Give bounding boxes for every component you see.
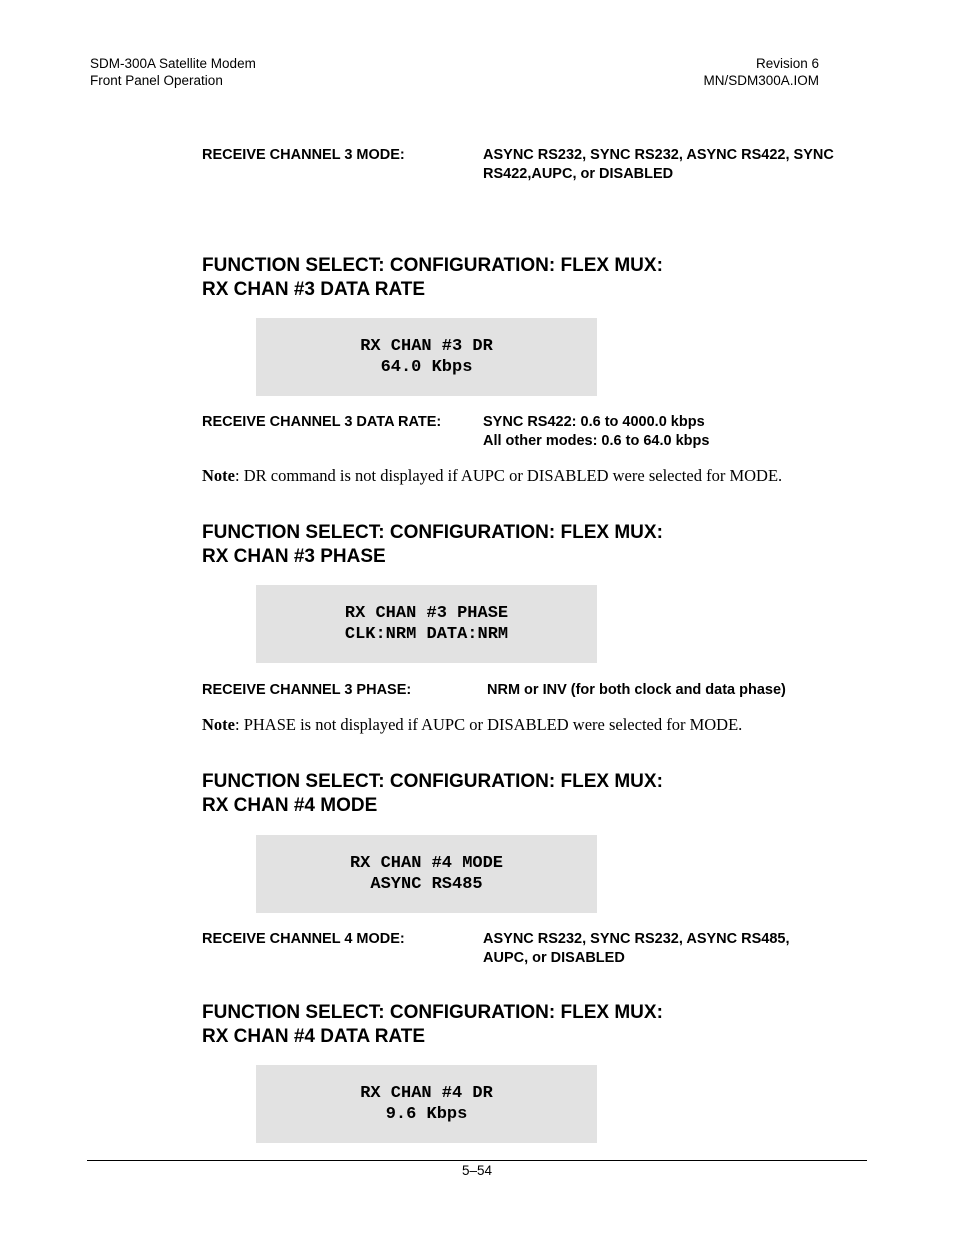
lcd-line2: 64.0 Kbps (380, 358, 473, 377)
lcd-display-rx4-dr (256, 1065, 597, 1143)
doc-title: SDM-300A Satellite Modem (90, 56, 256, 71)
section-heading-rx3-phase (202, 521, 663, 569)
heading-line2: RX CHAN #4 MODE (202, 795, 378, 816)
revision: Revision 6 (755, 56, 819, 71)
lcd-display-rx3-dr (256, 318, 597, 396)
rx4-mode-label: RECEIVE CHANNEL 4 MODE: (202, 931, 405, 947)
footer-rule (87, 1160, 867, 1161)
heading-line1: FUNCTION SELECT: CONFIGURATION: FLEX MUX: (202, 255, 663, 276)
rx3-mode-label: RECEIVE CHANNEL 3 MODE: (202, 147, 405, 163)
lcd-line1: RX CHAN #4 MODE (349, 853, 504, 873)
lcd-display-rx3-phase (256, 585, 597, 663)
section-heading-rx4-mode (202, 770, 663, 818)
lcd-line1: RX CHAN #4 DR (360, 1083, 493, 1103)
rx4-mode-value-line2: AUPC, or DISABLED (483, 950, 625, 966)
lcd-line2: 9.6 Kbps (385, 1105, 468, 1124)
rx3-dr-label: RECEIVE CHANNEL 3 DATA RATE: (202, 414, 442, 430)
lcd-line2: CLK:NRM DATA:NRM (344, 625, 509, 644)
heading-line2: RX CHAN #4 DATA RATE (202, 1026, 426, 1047)
note-label: Note (202, 466, 235, 485)
rx3-mode-value (483, 146, 834, 184)
rx3-phase-label: RECEIVE CHANNEL 3 PHASE: (202, 682, 412, 698)
rx3-phase-value: NRM or INV (for both clock and data phase) (487, 682, 786, 698)
page-number: 5–54 (461, 1163, 493, 1178)
note-text: : PHASE is not displayed if AUPC or DISABLED were selected for MODE. (234, 715, 743, 734)
heading-line1: FUNCTION SELECT: CONFIGURATION: FLEX MUX: (202, 771, 663, 792)
running-header-left (90, 56, 256, 89)
doc-number: MN/SDM300A.IOM (703, 72, 819, 88)
lcd-line2: ASYNC RS485 (370, 875, 483, 894)
section-heading-rx3-dr (202, 254, 663, 302)
heading-line1: FUNCTION SELECT: CONFIGURATION: FLEX MUX: (202, 1002, 663, 1023)
heading-line2: RX CHAN #3 DATA RATE (202, 279, 426, 300)
note-rx3-dr (202, 466, 782, 486)
rx3-mode-value-line1: ASYNC RS232, SYNC RS232, ASYNC RS422, SYNC (483, 147, 834, 163)
rx3-mode-value-line2: RS422,AUPC, or DISABLED (483, 166, 674, 182)
chapter-title: Front Panel Operation (90, 72, 223, 88)
lcd-line1: RX CHAN #3 DR (360, 336, 493, 356)
rx3-dr-value (483, 413, 709, 451)
heading-line1: FUNCTION SELECT: CONFIGURATION: FLEX MUX: (202, 522, 663, 543)
running-header-right (703, 56, 819, 89)
rx4-mode-value (483, 930, 790, 968)
section-heading-rx4-dr (202, 1001, 663, 1049)
rx3-dr-value-line1: SYNC RS422: 0.6 to 4000.0 kbps (483, 414, 705, 430)
lcd-line1: RX CHAN #3 PHASE (344, 603, 509, 623)
rx4-mode-value-line1: ASYNC RS232, SYNC RS232, ASYNC RS485, (483, 931, 790, 947)
note-text: : DR command is not displayed if AUPC or DISABLED were selected for MODE. (234, 466, 783, 485)
rx3-dr-value-line2: All other modes: 0.6 to 64.0 kbps (483, 433, 710, 449)
note-rx3-phase (202, 715, 742, 735)
heading-line2: RX CHAN #3 PHASE (202, 546, 386, 567)
note-label: Note (202, 715, 235, 734)
lcd-display-rx4-mode (256, 835, 597, 913)
